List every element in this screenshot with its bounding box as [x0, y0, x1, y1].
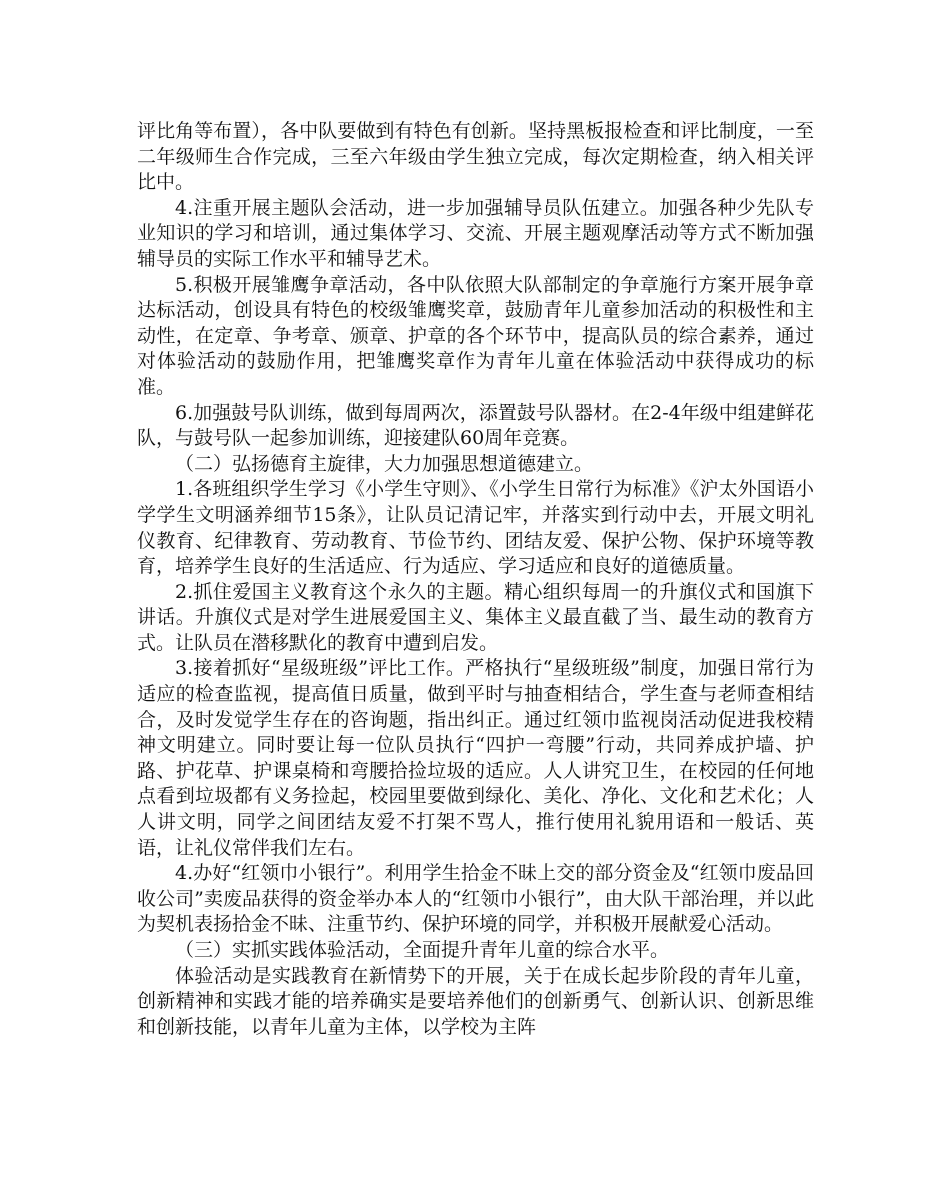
paragraph-5: 1.各班组织学生学习《小学生守则》、《小学生日常行为标准》《沪太外国语小学学生文明涵养细节15条》，让队员记清记牢，并落实到行动中去，开展文明礼仪教育、纪律教育、劳动教育、节俭节约、团结友爱、保护公物、保护环境等教育，培养学生良好的生活适应、行为适应、学习适应和良好的道德质量。: [137, 478, 814, 578]
paragraph-4: 6.加强鼓号队训练，做到每周两次，添置鼓号队器材。在2-4年级中组建鲜花队，与鼓号队一起参加训练，迎接建队60周年竞赛。: [137, 401, 814, 450]
paragraph-9: 体验活动是实践教育在新情势下的开展，关于在成长起步阶段的青年儿童，创新精神和实践才能的培养确实是要培养他们的创新勇气、创新认识、创新思维和创新技能，以青年儿童为主体，以学校为主阵: [137, 964, 814, 1038]
document-body: [137, 119, 814, 1040]
paragraph-6: 2.抓住爱国主义教育这个永久的主题。精心组织每周一的升旗仪式和国旗下讲话。升旗仪式是对学生进展爱国主义、集体主义最直截了当、最生动的教育方式。让队员在潜移默化的教育中遭到启发。: [137, 580, 814, 654]
paragraph-1: 评比角等布置），各中队要做到有特色有创新。坚持黑板报检查和评比制度，一至二年级师生合作完成，三至六年级由学生独立完成，每次定期检查，纳入相关评比中。: [137, 120, 814, 194]
paragraph-8: 4.办好“红领巾小银行”。利用学生拾金不昧上交的部分资金及“红领巾废品回收公司”卖废品获得的资金举办本人的“红领巾小银行”，由大队干部治理，并以此为契机表扬拾金不昧、注重节约、保护环境的同学，并积极开展献爱心活动。: [137, 862, 814, 936]
paragraph-3: 5.积极开展雏鹰争章活动，各中队依照大队部制定的争章施行方案开展争章达标活动，创设具有特色的校级雏鹰奖章，鼓励青年儿童参加活动的积极性和主动性，在定章、争考章、颁章、护章的各个环节中，提高队员的综合素养，通过对体验活动的鼓励作用，把雏鹰奖章作为青年儿童在体验活动中获得成功的标准。: [137, 273, 814, 398]
paragraph-2: 4.注重开展主题队会活动，进一步加强辅导员队伍建立。加强各种少先队专业知识的学习和培训，通过集体学习、交流、开展主题观摩活动等方式不断加强辅导员的实际工作水平和辅导艺术。: [137, 196, 814, 270]
paragraph-7: 3.接着抓好“星级班级”评比工作。严格执行“星级班级”制度，加强日常行为适应的检查监视，提高值日质量，做到平时与抽查相结合，学生查与老师查相结合，及时发觉学生存在的咨询题，指出纠正。通过红领巾监视岗活动促进我校精神文明建立。同时要让每一位队员执行“四护一弯腰”行动，共同养成护墙、护路、护花草、护课桌椅和弯腰拾捡垃圾的适应。人人讲究卫生，在校园的任何地点看到垃圾都有义务捡起，校园里要做到绿化、美化、净化、文化和艺术化；人人讲文明，同学之间团结友爱不打架不骂人，推行使用礼貌用语和一般话、英语，让礼仪常伴我们左右。: [137, 657, 814, 859]
section-heading-2: （二）弘扬德育主旋律，大力加强思想道德建立。: [175, 452, 594, 475]
section-heading-3: （三）实抓实践体验活动，全面提升青年儿童的综合水平。: [175, 939, 670, 961]
